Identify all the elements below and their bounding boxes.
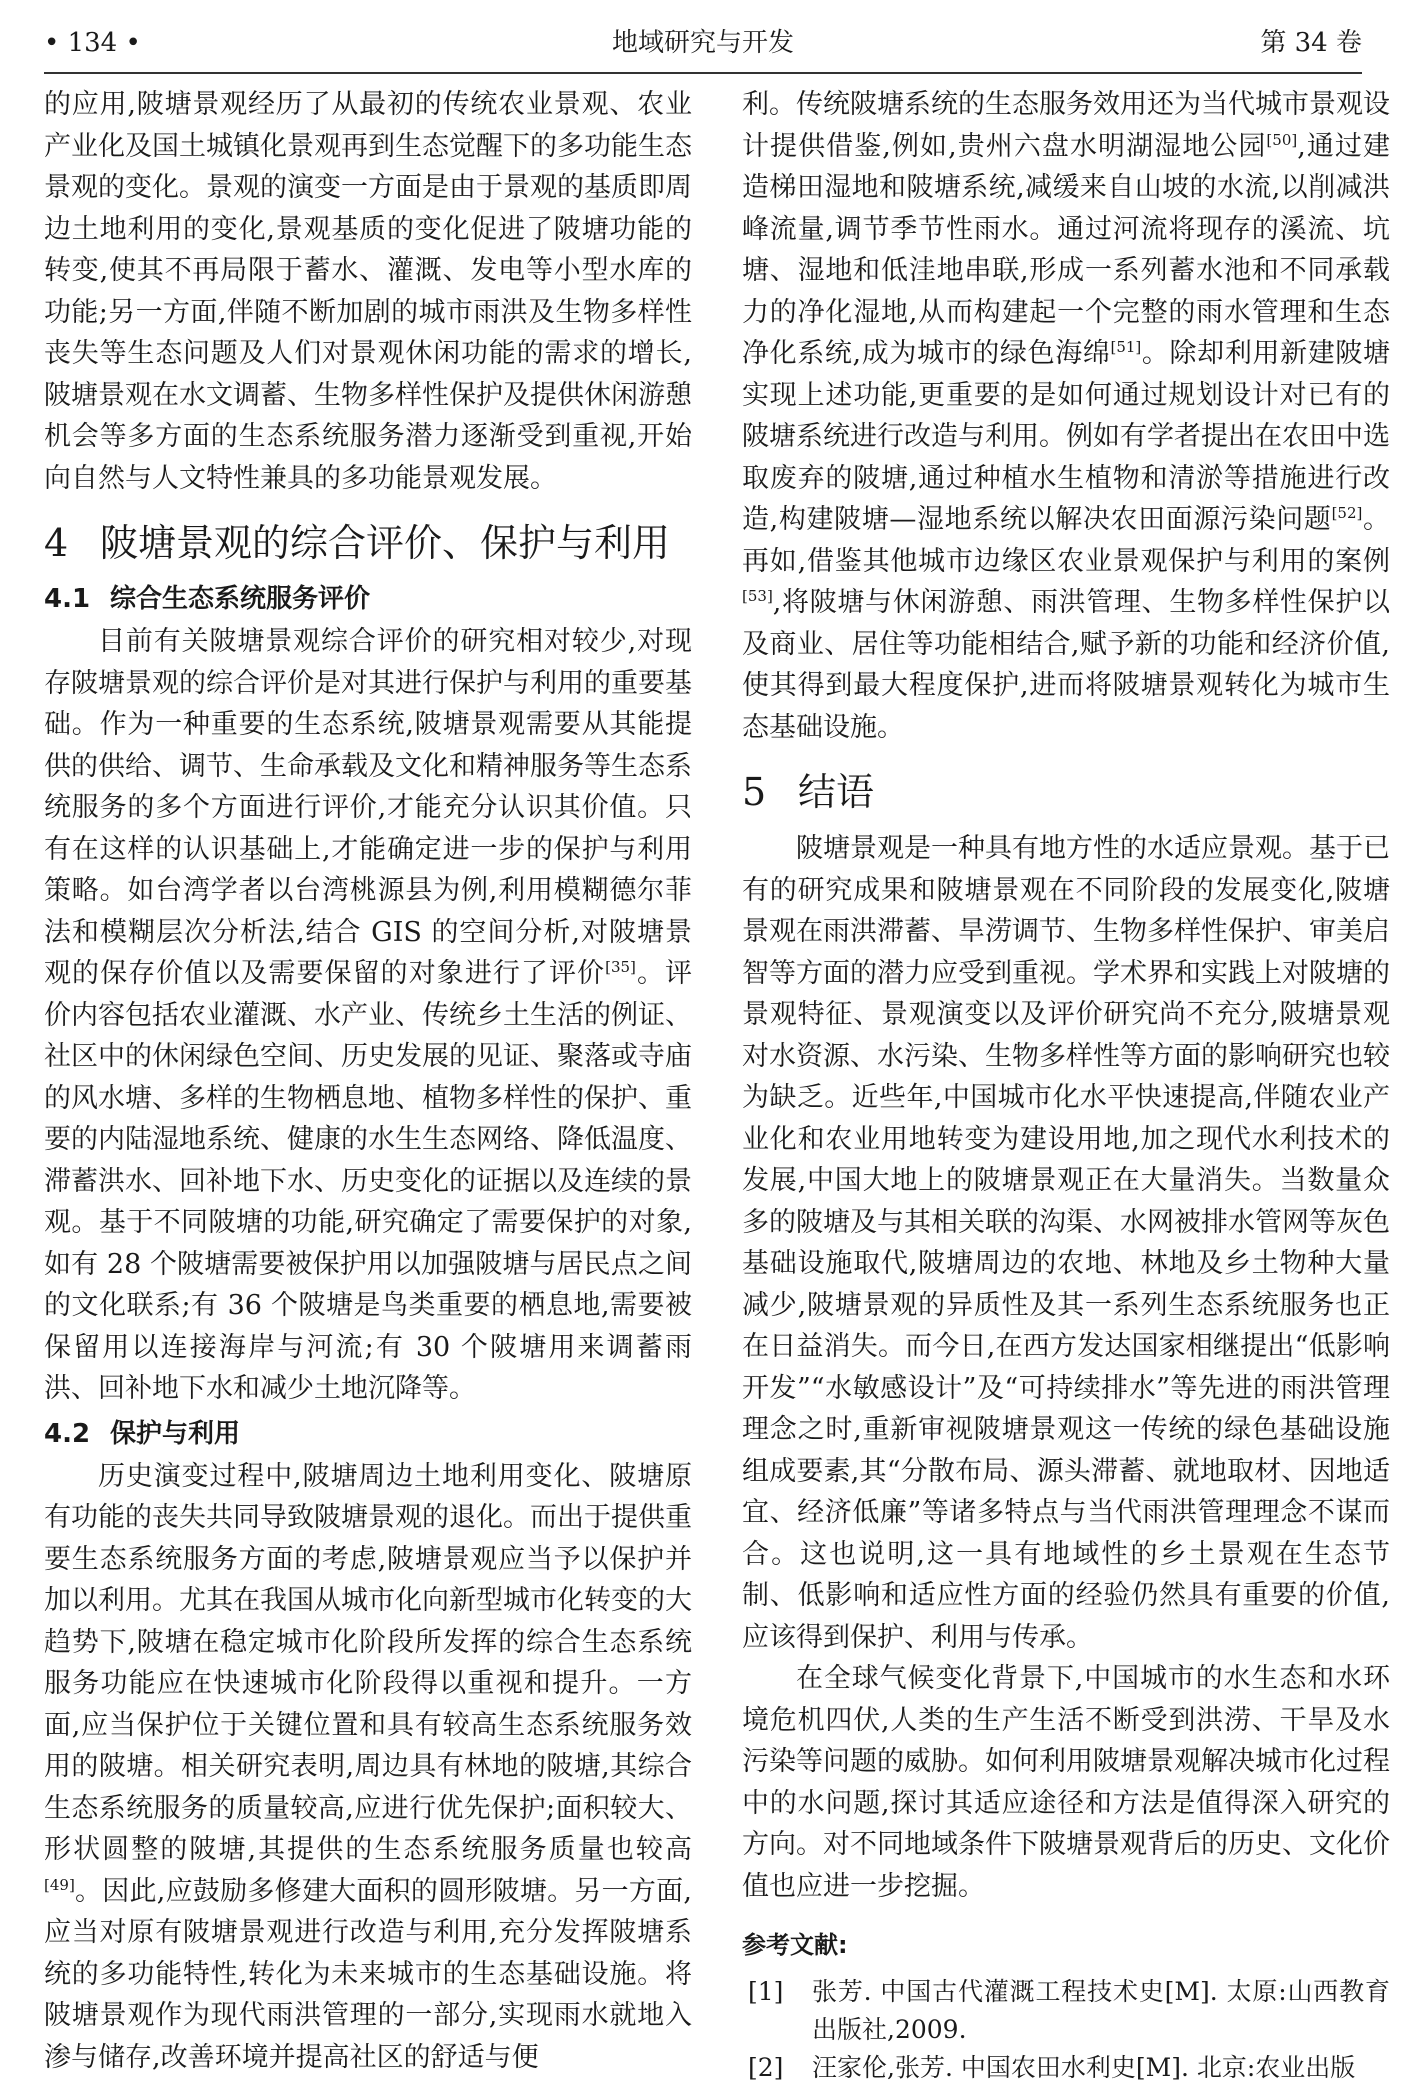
citation-50[interactable]: [50] — [1266, 130, 1298, 149]
running-header — [44, 26, 1362, 60]
paragraph-text: ,通过建造梯田湿地和陂塘系统,减缓来自山坡的水流,以削减洪峰流量,调节季节性雨水。通过河流将现存的溪流、坑塘、湿地和低洼地串联,形成一系列蓄水池和不同承载力的净化湿地,从而构建起一个完整的雨水管理和生态净化系统,成为城市的绿色海绵 — [742, 130, 1390, 369]
page-number: • 134 • — [44, 28, 141, 58]
references-heading: 参考文献: — [742, 1931, 848, 1959]
paragraph: 在全球气候变化背景下,中国城市的水生态和水环境危机四伏,人类的生产生活不断受到洪涝、干旱及水污染等问题的威胁。如何利用陂塘景观解决城市化过程中的水问题,探讨其适应途径和方法是值得深入研究的方向。对不同地域条件下陂塘景观背后的历史、文化价值也应进一步挖掘。 — [742, 1663, 1390, 1902]
paragraph: 陂塘景观是一种具有地方性的水适应景观。基于已有的研究成果和陂塘景观在不同阶段的发展变化,陂塘景观在雨洪滞蓄、旱涝调节、生物多样性保护、审美启智等方面的潜力应受到重视。学术界和实践上对陂塘的景观特征、景观演变以及评价研究尚不充分,陂塘景观对水资源、水污染、生物多样性等方面的影响研究也较为缺乏。近些年,中国城市化水平快速提高,伴随农业产业化和农业用地转变为建设用地,加之现代水利技术的发展,中国大地上的陂塘景观正在大量消失。当数量众多的陂塘及与其相关联的沟渠、水网被排水管网等灰色基础设施取代,陂塘周边的农地、林地及乡土物种大量减少,陂塘景观的异质性及其一系列生态系统服务也正在日益消失。而今日,在西方发达国家相继提出“低影响开发”“水敏感设计”及“可持续排水”等先进的雨洪管理理念之时,重新审视陂塘景观这一传统的绿色基础设施组成要素,其“分散布局、源头滞蓄、就地取材、因地适宜、经济低廉”等诸多特点与当代雨洪管理理念不谋而合。这也说明,这一具有地域性的乡土景观在生态节制、低影响和适应性方面的经验仍然具有重要的价值,应该得到保护、利用与传承。 — [742, 833, 1390, 1653]
reference-text: 张芳. 中国古代灌溉工程技术史[M]. 太原:山西教育出版社,2009. — [812, 1977, 1390, 2044]
left-column — [44, 84, 692, 2078]
paragraph-text: 。除却利用新建陂塘实现上述功能,更重要的是如何通过规划设计对已有的陂塘系统进行改造与利用。例如有学者提出在农田中选取废弃的陂塘,通过种植水生植物和清淤等措施进行改造,构建陂塘—湿地系统以解决农田面源污染问题 — [742, 338, 1390, 535]
paragraph-text: 目前有关陂塘景观综合评价的研究相对较少,对现存陂塘景观的综合评价是对其进行保护与利用的重要基础。作为一种重要的生态系统,陂塘景观需要从其能提供的供给、调节、生命承载及文化和精神服务等生态系统服务的多个方面进行评价,才能充分认识其价值。只有在这样的认识基础上,才能确定进一步的保护与利用策略。如台湾学者以台湾桃源县为例,利用模糊德尔菲法和模糊层次分析法,结合 GIS 的空间分析,对陂塘景观的保存价值以及需要保留的对象进行了评价 — [44, 626, 692, 989]
section-heading — [44, 513, 692, 573]
journal-title: 地域研究与开发 — [611, 28, 794, 58]
subsection-heading — [44, 579, 692, 619]
reference-item — [742, 1973, 1390, 2049]
section-title: 结语 — [798, 770, 875, 814]
subsection-title: 综合生态系统服务评价 — [110, 584, 371, 614]
subsection-title: 保护与利用 — [110, 1418, 241, 1449]
section-number: 4 — [44, 521, 69, 565]
volume-label: 第 34 卷 — [1260, 28, 1362, 58]
header-rule — [44, 72, 1362, 74]
paragraph — [44, 1456, 692, 2079]
reference-text: 汪家伦,张芳. 中国农田水利史[M]. 北京:农业出版 — [812, 2053, 1356, 2082]
paragraph-text: 。因此,应鼓励多修建大面积的圆形陂塘。另一方面,应当对原有陂塘景观进行改造与利用,充分发挥陂塘系统的多功能特性,转化为未来城市的生态基础设施。将陂塘景观作为现代雨洪管理的一部分,实现雨水就地入渗与储存,改善环境并提高社区的舒适与便 — [44, 1875, 692, 2073]
paragraph-text: 历史演变过程中,陂塘周边土地利用变化、陂塘原有功能的丧失共同导致陂塘景观的退化。而出于提供重要生态系统服务方面的考虑,陂塘景观应当予以保护并加以利用。尤其在我国从城市化向新型城市化转变的大趋势下,陂塘在稳定城市化阶段所发挥的综合生态系统服务功能应在快速城市化阶段得以重视和提升。一方面,应当保护位于关键位置和具有较高生态系统服务效用的陂塘。相关研究表明,周边具有林地的陂塘,其综合生态系统服务的质量较高,应进行优先保护;面积较大、形状圆整的陂塘,其提供的生态系统服务质量也较高 — [44, 1460, 692, 1865]
paragraph: 的应用,陂塘景观经历了从最初的传统农业景观、农业产业化及国土城镇化景观再到生态觉醒下的多功能生态景观的变化。景观的演变一方面是由于景观的基质即周边土地利用的变化,景观基质的变化促进了陂塘功能的转变,使其不再局限于蓄水、灌溉、发电等小型水库的功能;另一方面,伴随不断加剧的城市雨洪及生物多样性丧失等生态问题及人们对景观休闲功能的需求的增长,陂塘景观在水文调蓄、生物多样性保护及提供休闲游憩机会等多方面的生态系统服务潜力逐渐受到重视,开始向自然与人文特性兼具的多功能景观发展。 — [44, 89, 692, 494]
paragraph — [44, 621, 692, 1410]
reference-tag: [1] — [748, 1977, 784, 2006]
citation-53[interactable]: [53] — [742, 587, 773, 605]
reference-item — [742, 2049, 1390, 2087]
reference-tag: [2] — [748, 2053, 784, 2082]
paragraph-text: 。评价内容包括农业灌溉、水产业、传统乡土生活的例证、社区中的休闲绿色空间、历史发展的见证、聚落或寺庙的风水塘、多样的生物栖息地、植物多样性的保护、重要的内陆湿地系统、健康的水生生态网络、降低温度、滞蓄洪水、回补地下水、历史变化的证据以及连续的景观。基于不同陂塘的功能,研究确定了需要保护的对象,如有 28 个陂塘需要被保护用以加强陂塘与居民点之间的文化联系;有 36 个陂塘是鸟类重要的栖息地,需要被保留用以连接海岸与河流;有 30 个陂塘用来调蓄雨洪、回补地下水和减少土地沉降等。 — [44, 958, 692, 1404]
citation-52[interactable]: [52] — [1331, 504, 1363, 522]
paragraph-text: ,将陂塘与休闲游憩、雨洪管理、生物多样性保护以及商业、居住等功能相结合,赋予新的功能和经济价值,使其得到最大程度保护,进而将陂塘景观转化为城市生态基础设施。 — [742, 587, 1390, 743]
subsection-heading — [44, 1414, 692, 1454]
subsection-number: 4.2 — [44, 1418, 91, 1449]
citation-49[interactable]: [49] — [44, 1875, 75, 1894]
citation-35[interactable]: [35] — [605, 958, 636, 976]
section-title: 陂塘景观的综合评价、保护与利用 — [100, 521, 671, 565]
right-column — [742, 84, 1390, 2087]
section-heading — [742, 762, 1390, 822]
paragraph-text: 。再如,借鉴其他城市边缘区农业景观保护与利用的案例 — [742, 504, 1390, 577]
paragraph — [742, 84, 1390, 748]
citation-51[interactable]: [51] — [1110, 338, 1142, 356]
section-number: 5 — [742, 770, 767, 814]
subsection-number: 4.1 — [44, 584, 91, 614]
paragraph-text: 利。传统陂塘系统的生态服务效用还为当代城市景观设计提供借鉴,例如,贵州六盘水明湖湿地公园 — [742, 89, 1390, 162]
